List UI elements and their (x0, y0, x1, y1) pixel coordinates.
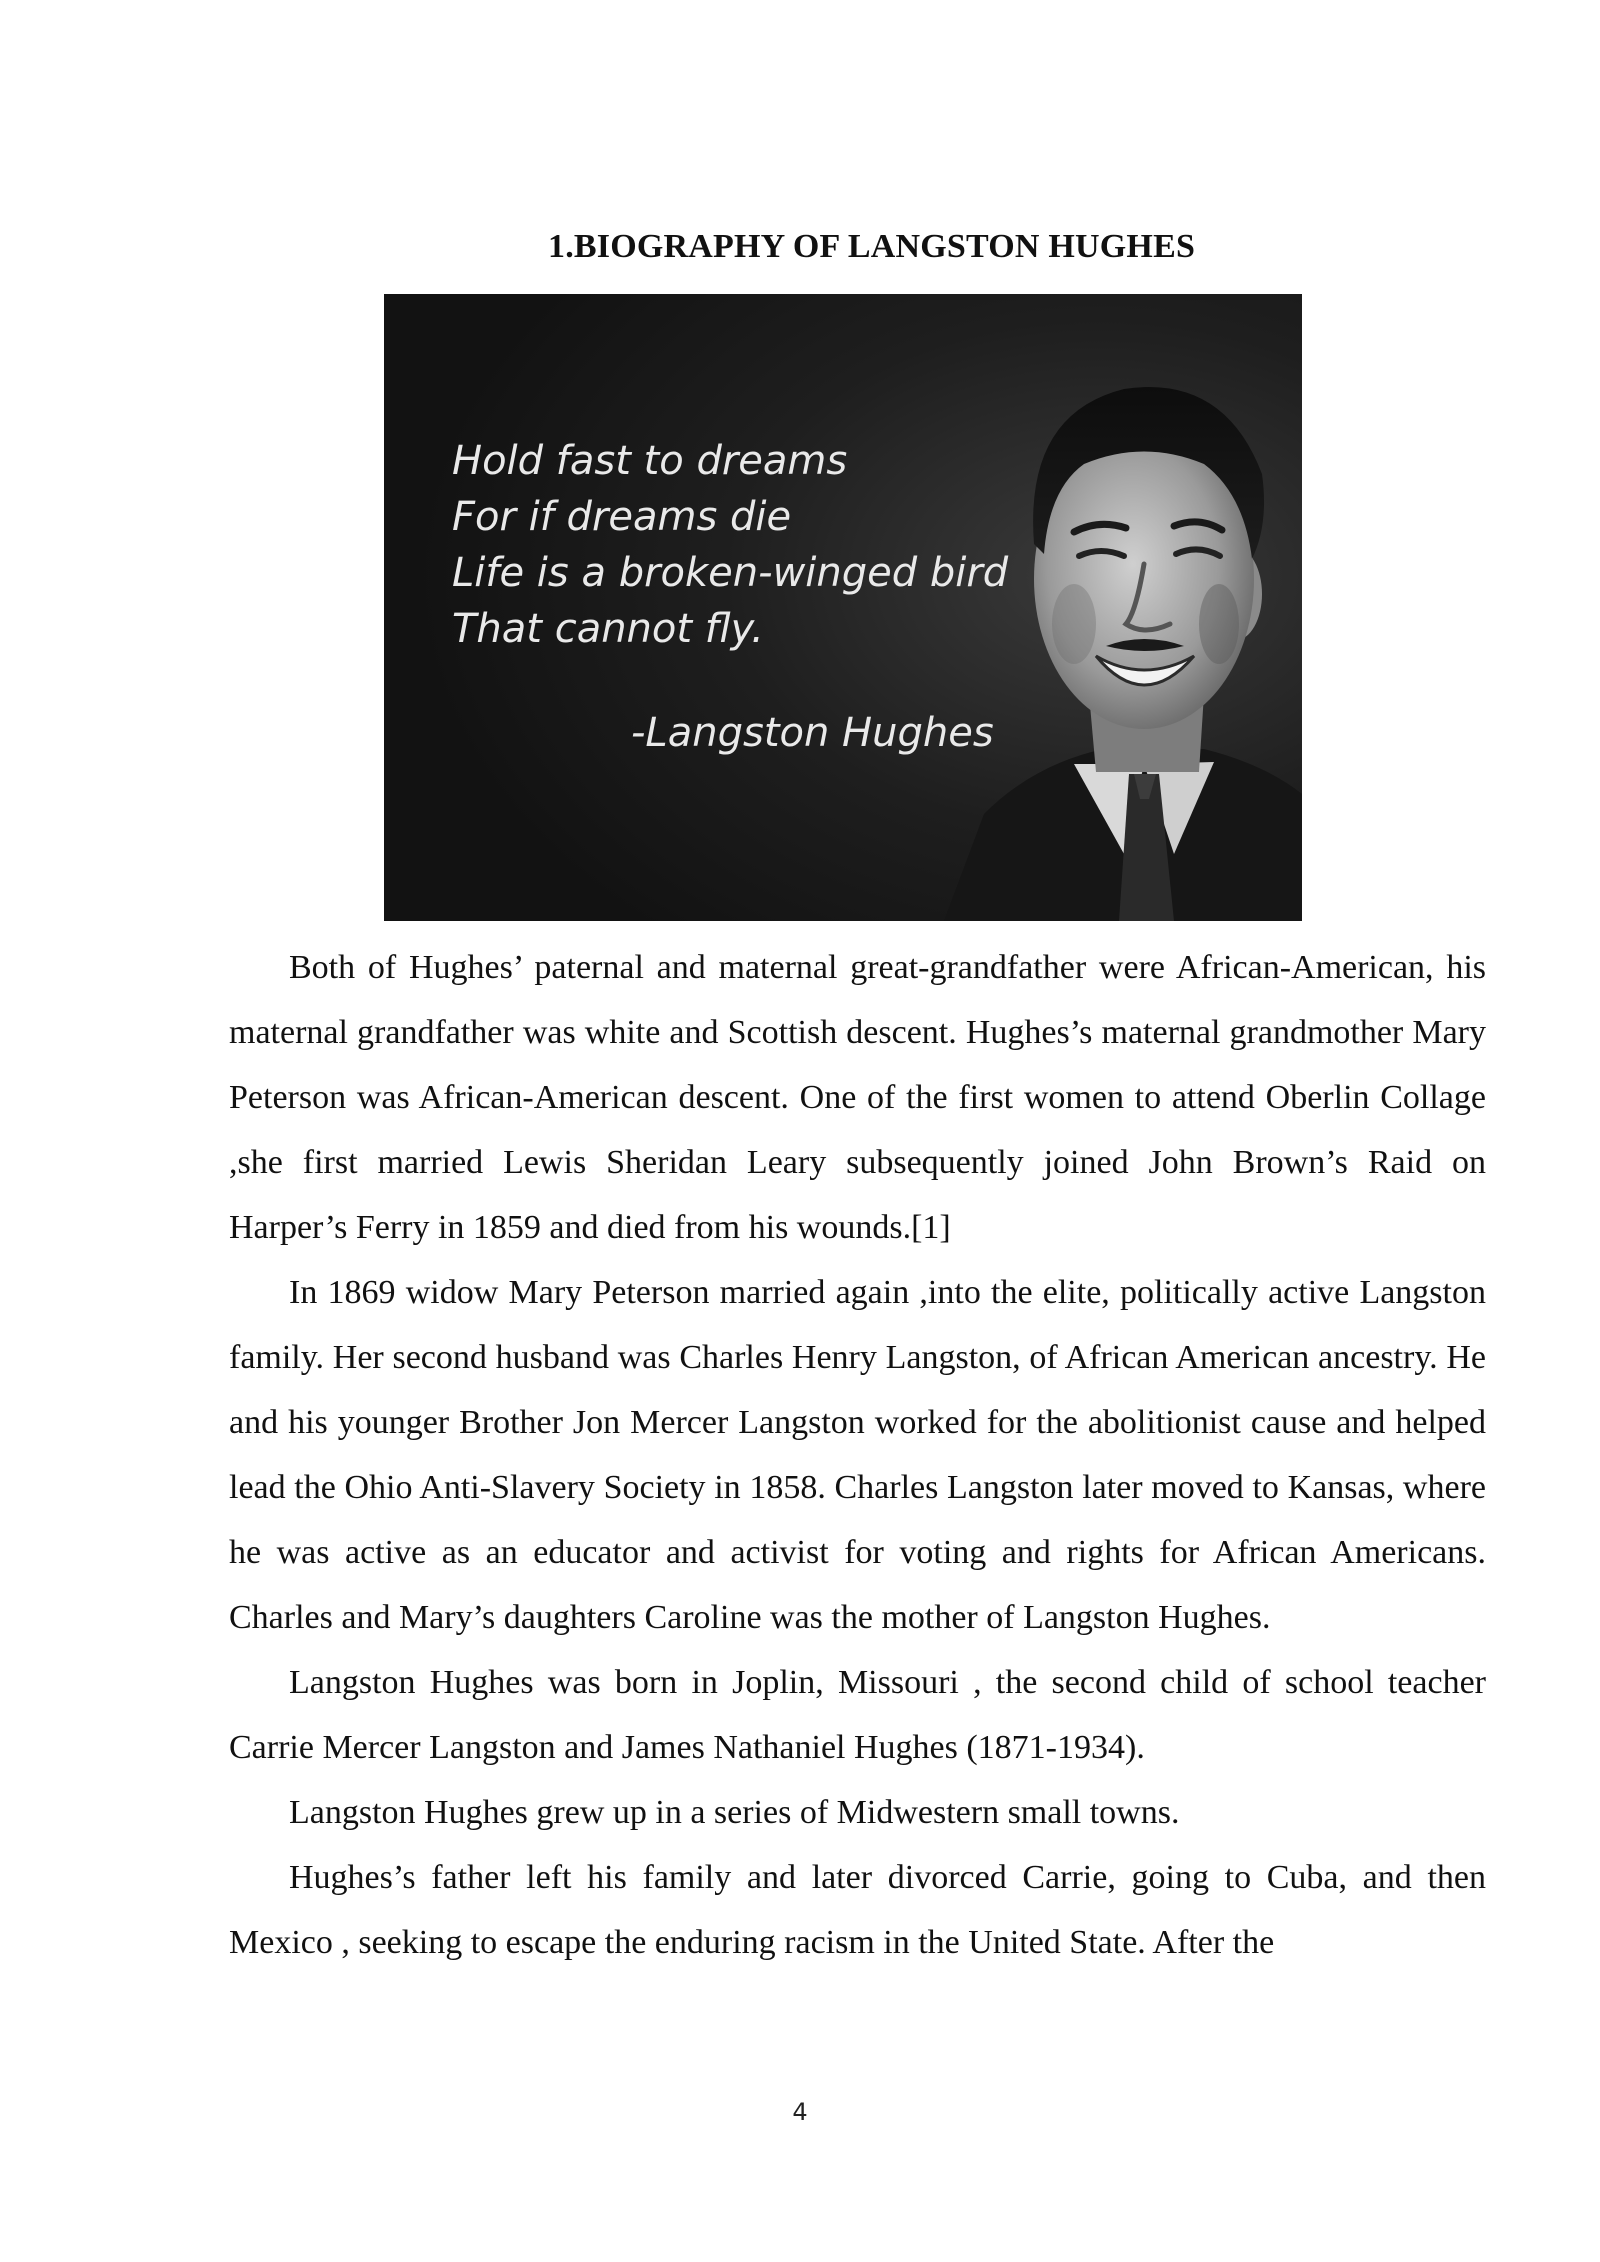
paragraph-4: Langston Hughes grew up in a series of Midwestern small towns. (289, 1794, 1180, 1831)
quote-line-1: Hold fast to dreams (452, 438, 848, 484)
paragraph-1: Both of Hughes’ paternal and maternal great-grandfather were African-American, his maternal grandfather was white and Scottish descent. Hughes’s maternal grandmother Mary Peterson was African-American descent. One of the first women to attend Oberlin Collage ,she first married Lewis Sheridan Leary subsequently joined John Brown’s Raid on Harper’s Ferry in 1859 and died from his wounds.[1] (229, 949, 1486, 1246)
quote-attribution: -Langston Hughes (631, 710, 994, 756)
page-number: 4 (792, 2098, 808, 2126)
paragraph-3: Langston Hughes was born in Joplin, Missouri , the second child of school teacher Carrie Mercer Langston and James Nathaniel Hughes (1871-1934). (229, 1664, 1486, 1766)
quote-line-3: Life is a broken-winged bird (452, 550, 1009, 596)
paragraph-2: In 1869 widow Mary Peterson married again ,into the elite, politically active Langston family. Her second husband was Charles Henry Langston, of African American ancestry. He and his younger Brother Jon Mercer Langston worked for the abolitionist cause and helped lead the Ohio Anti-Slavery Society in 1858. Charles Langston later moved to Kansas, where he was active as an educator and activist for voting and rights for African Americans. Charles and Mary’s daughters Caroline was the mother of Langston Hughes. (229, 1274, 1486, 1636)
body-text (229, 935, 1486, 1975)
quote-line-4: That cannot fly. (452, 606, 764, 652)
page-title: 1.BIOGRAPHY OF LANGSTON HUGHES (548, 228, 1196, 265)
quote-portrait-image (384, 294, 1302, 921)
paragraph-5: Hughes’s father left his family and later divorced Carrie, going to Cuba, and then Mexico , seeking to escape the enduring racism in the United State. After the (229, 1859, 1486, 1961)
quote-line-2: For if dreams die (452, 494, 792, 540)
